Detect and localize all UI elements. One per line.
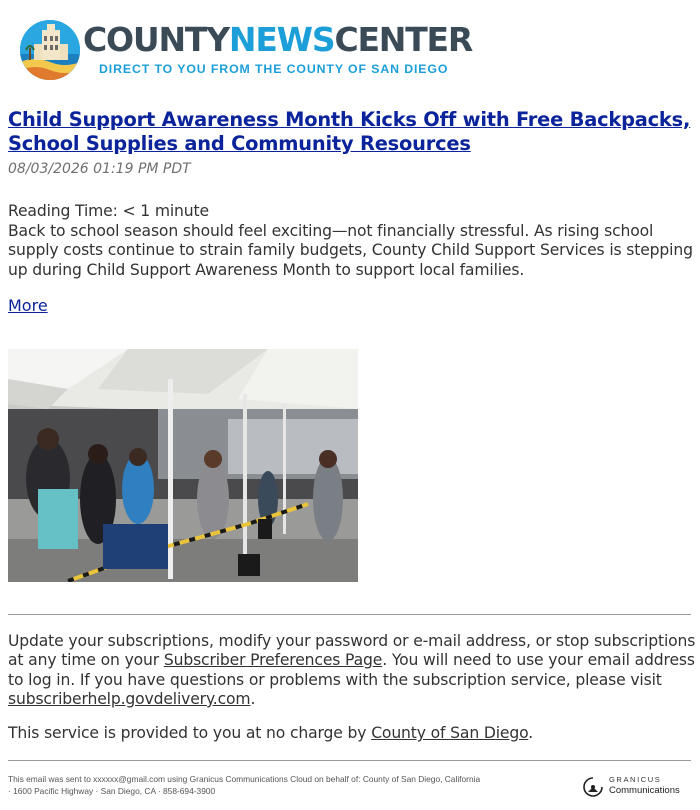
- article-date: 08/03/2026 01:19 PM PDT: [8, 161, 191, 177]
- subscription-info: [8, 632, 698, 709]
- article-photo[interactable]: [8, 349, 358, 582]
- subscription-text-2: . You will need to use your email address to log in. If you have questions or problems with the subscription service, please visit: [8, 651, 695, 689]
- brand-word-center: CENTER: [334, 20, 473, 59]
- subscriber-help-link[interactable]: subscriberhelp.govdelivery.com: [8, 689, 251, 708]
- fine-print-line-2: · 1600 Pacific Highway · San Diego, CA · 858-694-3900: [8, 786, 216, 796]
- brand-tagline: DIRECT TO YOU FROM THE COUNTY OF SAN DIEGO: [99, 62, 449, 76]
- subscriber-preferences-link[interactable]: Subscriber Preferences Page: [163, 651, 383, 670]
- granicus-logo-icon: [582, 776, 604, 802]
- granicus-branding[interactable]: [582, 774, 694, 800]
- communications-label: Communications: [609, 785, 680, 796]
- footer-divider-top: [8, 614, 691, 615]
- brand-word-news: NEWS: [228, 20, 335, 59]
- footer-divider-bottom: [8, 760, 691, 761]
- county-logo-icon: [20, 20, 80, 80]
- subscription-text-3: .: [250, 689, 256, 708]
- service-provider-info: [8, 724, 698, 743]
- fine-print-line-1: This email was sent to xxxxxx@gmail.com using Granicus Communications Cloud on behalf of: County of San Diego, California: [8, 774, 481, 784]
- brand-wordmark: [83, 20, 472, 60]
- granicus-label: GRANICUS: [609, 775, 662, 784]
- service-text-1: This service is provided to you at no charge by: [8, 724, 372, 743]
- article-body: [8, 202, 698, 280]
- reading-time: Reading Time: < 1 minute: [8, 202, 209, 220]
- brand-word-county: COUNTY: [83, 20, 229, 59]
- more-link[interactable]: More: [8, 296, 48, 315]
- headline-line-2[interactable]: School Supplies and Community Resources: [8, 132, 471, 155]
- article-summary: Back to school season should feel exciting—not financially stressful. As rising school supply costs continue to strain family budgets, County Child Support Services is stepping up during Child Support Awareness Month to support local families.: [8, 221, 693, 279]
- service-text-2: .: [528, 724, 534, 743]
- subscription-footer: [8, 632, 698, 743]
- headline-line-1[interactable]: Child Support Awareness Month Kicks Off with Free Backpacks,: [8, 108, 691, 131]
- fine-print: [8, 773, 578, 797]
- newsletter-header: [20, 18, 480, 82]
- article-headline-link[interactable]: [8, 108, 698, 156]
- county-of-san-diego-link[interactable]: County of San Diego: [371, 724, 529, 743]
- subscription-text-1: Update your subscriptions, modify your password or e-mail address, or stop subscriptions at any time on your: [8, 632, 696, 670]
